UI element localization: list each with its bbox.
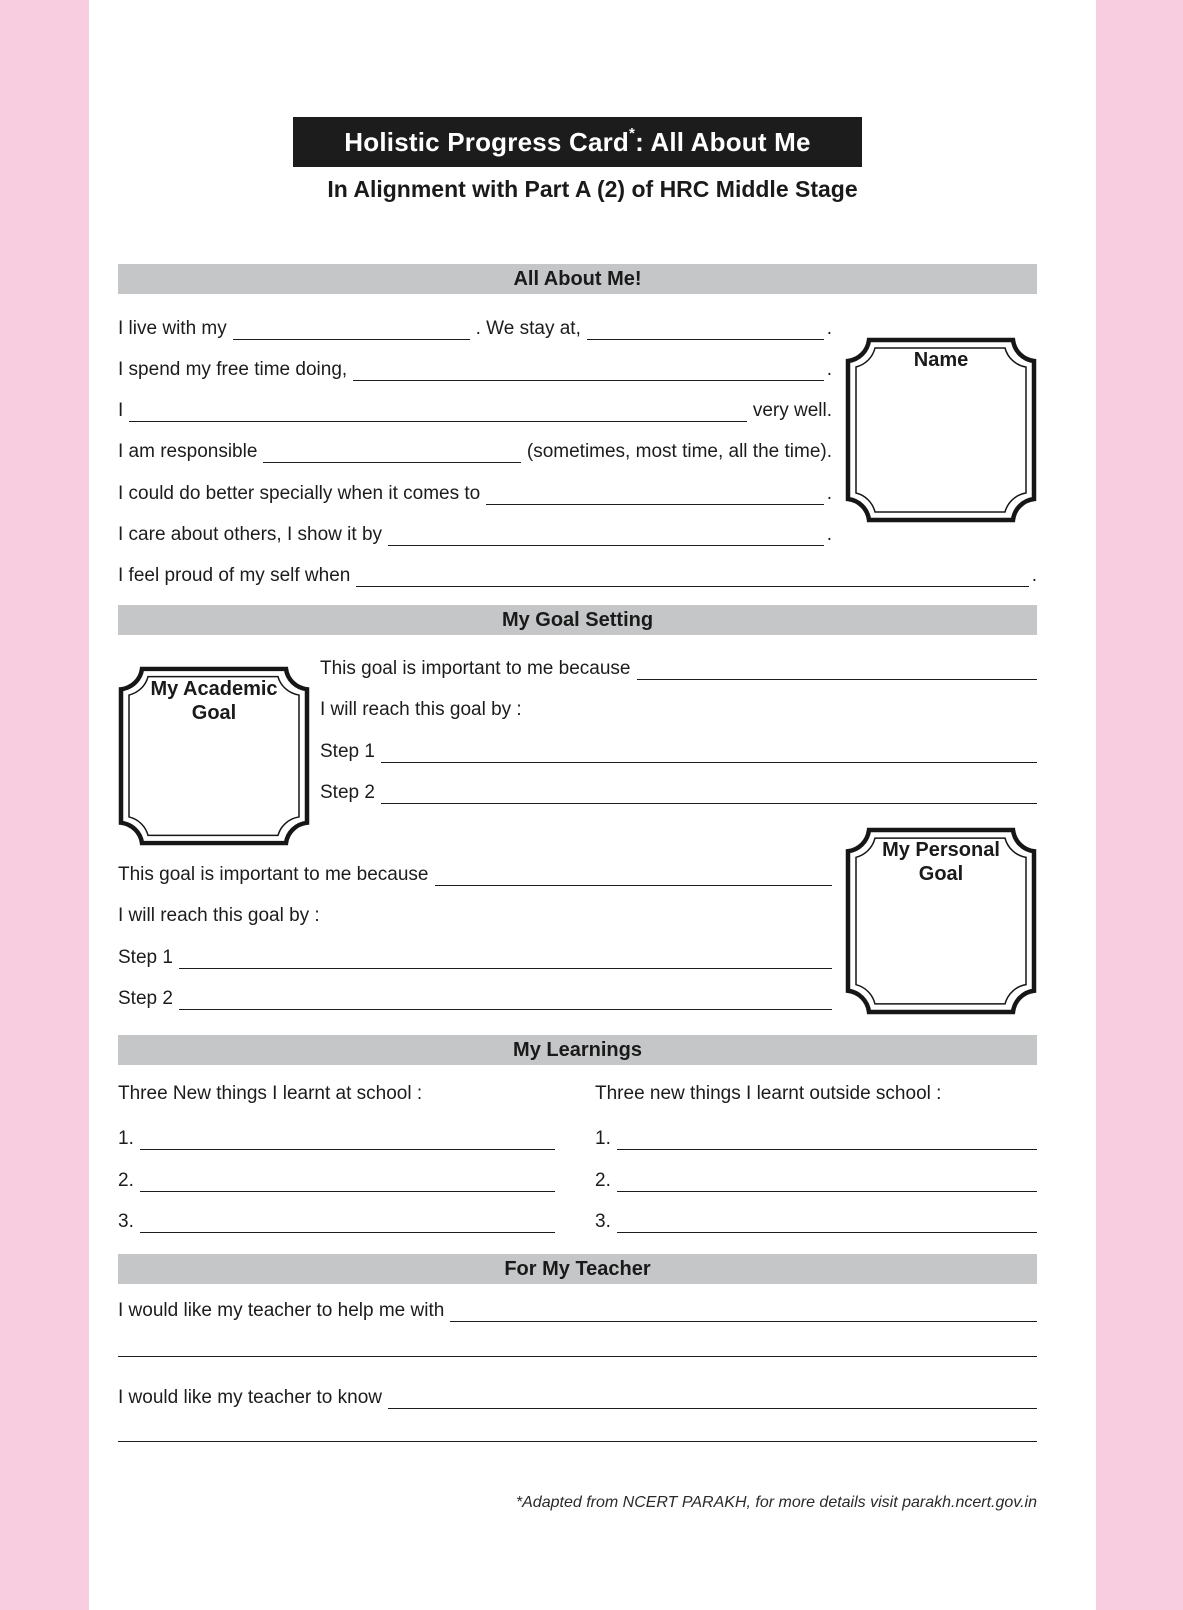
blank-line — [587, 335, 824, 340]
blank-line — [118, 1356, 1037, 1357]
form-line-responsible — [118, 435, 832, 463]
form-label: I would like my teacher to know — [118, 1387, 383, 1409]
form-line-free-time — [118, 353, 832, 381]
form-line-personal-step2 — [118, 982, 832, 1010]
blank-line — [388, 1404, 1037, 1409]
learnings-school-line-1 — [118, 1122, 555, 1150]
blank-line — [381, 758, 1037, 763]
blank-line — [356, 582, 1028, 587]
blank-line — [637, 675, 1038, 680]
form-line-very-well — [118, 394, 832, 422]
form-label: I am responsible — [118, 441, 258, 463]
form-label: I — [118, 400, 124, 422]
blank-line — [140, 1228, 555, 1233]
learnings-outside-line-3 — [595, 1205, 1037, 1233]
learnings-school-line-3 — [118, 1205, 555, 1233]
form-label: Step 1 — [118, 947, 173, 969]
form-label: This goal is important to me because — [320, 658, 631, 680]
blank-line — [179, 964, 832, 969]
blank-line — [617, 1187, 1037, 1192]
personal-goal-box-label: My Personal Goal — [882, 839, 1000, 885]
form-label: . — [826, 483, 832, 505]
learnings-outside-header: Three new things I learnt outside school : — [595, 1083, 942, 1104]
form-label: I could do better specially when it comes to — [118, 483, 481, 505]
form-line-academic-reach — [320, 693, 1037, 721]
title-bar — [293, 117, 862, 167]
form-line-teacher-help — [118, 1294, 1037, 1322]
academic-goal-box-label: My Academic Goal — [150, 678, 278, 724]
form-label: I will reach this goal by : — [320, 699, 522, 721]
form-line-academic-step2 — [320, 776, 1037, 804]
form-line-proud — [118, 559, 1037, 587]
blank-line — [140, 1145, 555, 1150]
blank-line — [435, 881, 833, 886]
form-label: I feel proud of my self when — [118, 565, 351, 587]
blank-line — [486, 500, 823, 505]
form-line-academic-important — [320, 652, 1037, 680]
form-label: Step 2 — [320, 782, 375, 804]
list-number: 2. — [118, 1170, 134, 1192]
page-title: Holistic Progress Card — [344, 126, 630, 157]
section-header-all-about-me: All About Me! — [118, 264, 1037, 294]
blank-line — [617, 1228, 1037, 1233]
form-line-personal-important — [118, 858, 832, 886]
form-label: . — [826, 359, 832, 381]
section-header-goal-setting: My Goal Setting — [118, 605, 1037, 635]
form-label: I live with my — [118, 318, 227, 340]
list-number: 3. — [118, 1211, 134, 1233]
list-number: 1. — [595, 1128, 611, 1150]
blank-line — [233, 335, 470, 340]
form-label: . — [1031, 565, 1037, 587]
form-line-live-with — [118, 312, 832, 340]
learnings-school-header: Three New things I learnt at school : — [118, 1083, 423, 1104]
learnings-school-line-2 — [118, 1164, 555, 1192]
list-number: 3. — [595, 1211, 611, 1233]
section-header-learnings: My Learnings — [118, 1035, 1037, 1065]
blank-line — [140, 1187, 555, 1192]
pink-border-right — [1096, 0, 1183, 1610]
form-line-personal-step1 — [118, 941, 832, 969]
form-label: . We stay at, — [475, 318, 581, 340]
pink-border-left — [0, 0, 89, 1610]
blank-line — [179, 1005, 832, 1010]
form-line-teacher-know — [118, 1381, 1037, 1409]
form-label: I would like my teacher to help me with — [118, 1300, 445, 1322]
title-footnote-marker: * — [629, 124, 636, 142]
page-subtitle: In Alignment with Part A (2) of HRC Middle Stage — [327, 176, 858, 202]
list-number: 2. — [595, 1170, 611, 1192]
personal-goal-box — [845, 827, 1037, 1015]
list-number: 1. — [118, 1128, 134, 1150]
footnote: *Adapted from NCERT PARAKH, for more details visit parakh.ncert.gov.in — [515, 1494, 1037, 1511]
worksheet-sheet — [89, 0, 1096, 1610]
blank-line — [388, 541, 824, 546]
form-label: This goal is important to me because — [118, 864, 429, 886]
form-label: very well. — [752, 400, 832, 422]
learnings-outside-line-2 — [595, 1164, 1037, 1192]
academic-goal-box — [118, 666, 310, 846]
form-label: I care about others, I show it by — [118, 524, 383, 546]
form-line-personal-reach — [118, 899, 832, 927]
name-box-label: Name — [913, 349, 969, 371]
form-label: I spend my free time doing, — [118, 359, 348, 381]
blank-line — [617, 1145, 1037, 1150]
blank-line — [353, 376, 824, 381]
form-line-care-others — [118, 518, 832, 546]
blank-line — [263, 458, 520, 463]
form-label: I will reach this goal by : — [118, 905, 320, 927]
form-label: Step 2 — [118, 988, 173, 1010]
form-label: . — [826, 318, 832, 340]
form-label: Step 1 — [320, 741, 375, 763]
blank-line — [118, 1441, 1037, 1442]
blank-line — [450, 1317, 1037, 1322]
form-label: (sometimes, most time, all the time). — [526, 441, 832, 463]
form-line-academic-step1 — [320, 735, 1037, 763]
blank-line — [381, 799, 1037, 804]
page-title-suffix: : All About Me — [635, 126, 811, 157]
name-box — [845, 337, 1037, 523]
blank-line — [129, 417, 747, 422]
learnings-outside-line-1 — [595, 1122, 1037, 1150]
section-header-for-my-teacher: For My Teacher — [118, 1254, 1037, 1284]
form-line-do-better — [118, 477, 832, 505]
form-label: . — [826, 524, 832, 546]
